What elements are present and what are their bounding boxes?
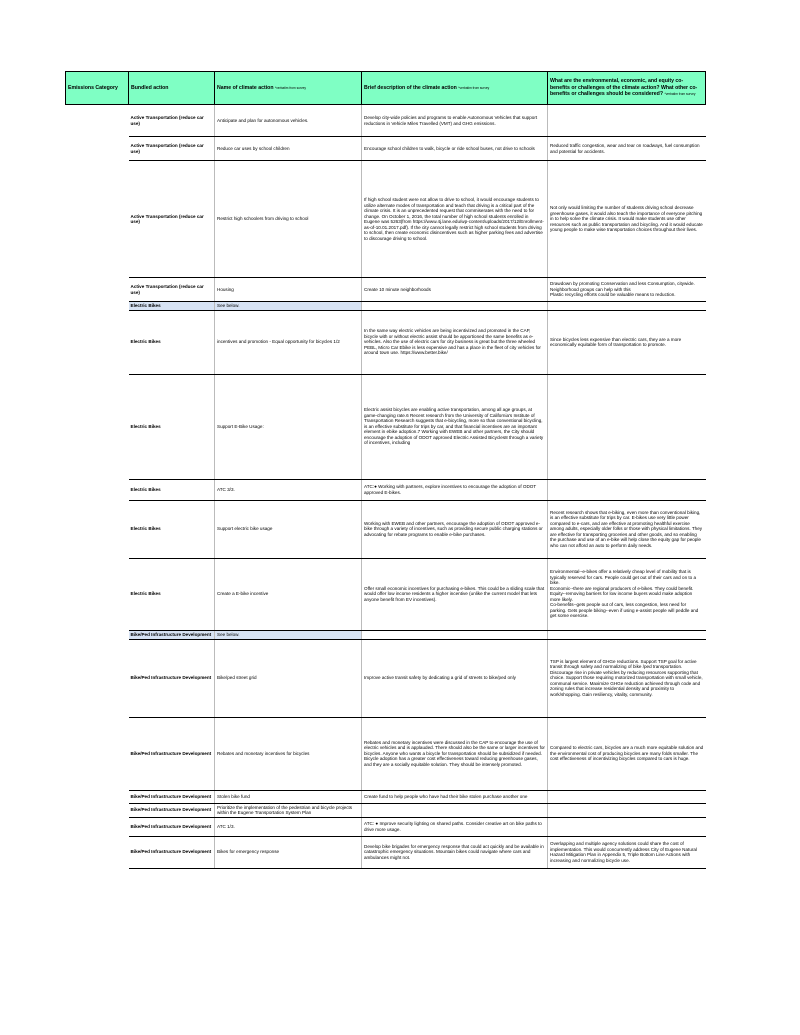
climate-action-name-cell-text: Reduce car uses by school children: [217, 145, 290, 151]
bundled-action-cell-text: Electric Bikes: [130, 423, 161, 429]
description-cell: [362, 836, 548, 868]
climate-action-name-cell: [215, 302, 362, 311]
climate-action-name-cell-text: Rebates and monetary incentives for bicycles: [217, 750, 310, 756]
description-cell-text: Offer small economic incentives for purchasing e-bikes. This could be a sliding scale that would offer low income residents a higher incentive (unlike the current model that lets anyone benefit from EV incentives).: [364, 585, 545, 602]
emissions-category-cell: [66, 374, 129, 479]
description-cell-text: If high school student were not allow to drive to school, it would encourage students to utilize alternate modes of transportation and teach that driving is a critical part of the climate crisis. It is an unprecedented request that commiserates with the need to for change. On October 1, 2016, the total number of high school students enrolled in Eugene was 5263(from https://www.4j.lane.edu/wp-content/uploads/2017/12/Enrollment-as-of-10.01.2017.pdf). If the city cannot legally restrict high school students from driving to school, then create economic disincentives such as higher parking fees and advertise to discourage driving to school.: [364, 197, 544, 241]
climate-action-name-cell: [215, 630, 362, 639]
header-emissions-category: Emissions Category: [66, 72, 129, 105]
co-benefits-cell: [548, 105, 706, 137]
climate-action-name-cell: [215, 278, 362, 302]
table-row: [66, 278, 706, 302]
climate-action-name-cell: [215, 310, 362, 374]
bundled-action-cell: [129, 105, 215, 137]
bundled-action-cell: [129, 558, 215, 630]
bundled-action-cell: [129, 479, 215, 500]
climate-action-name-cell: [215, 790, 362, 803]
description-cell-text: ATC: ● Improve security lighting on shared paths. Consider creative art on bike paths to drive more usage.: [364, 821, 542, 832]
co-benefits-cell: [548, 479, 706, 500]
header-climate-action-name: Name of climate action *verbatim from survey: [215, 72, 362, 105]
header-bundled-action: Bundled action: [129, 72, 215, 105]
emissions-category-cell: [66, 803, 129, 817]
climate-action-name-cell-text: Stolen bike fund: [217, 793, 250, 799]
description-cell: [362, 302, 548, 311]
header-verbatim-note: *verbatim from survey: [274, 85, 306, 90]
emissions-category-cell: [66, 278, 129, 302]
table-row: [66, 803, 706, 817]
emissions-category-cell: [66, 479, 129, 500]
bundled-action-cell-text: Electric Bikes: [130, 526, 161, 532]
bundled-action-cell: [129, 817, 215, 836]
emissions-category-cell: [66, 639, 129, 717]
emissions-category-cell: [66, 717, 129, 790]
emissions-category-cell: [66, 836, 129, 868]
header-co-benefits: What are the environmental, economic, and equity co-benefits or challenges of the climate action? What other co-benefits or challenges should be considered? *verbatim from survey: [548, 72, 706, 105]
table-row: [66, 790, 706, 803]
climate-actions-table: [65, 71, 706, 869]
co-benefits-cell: [548, 790, 706, 803]
description-cell: [362, 105, 548, 137]
co-benefits-cell: [548, 374, 706, 479]
climate-action-name-cell-text: Bike/ped street grid: [217, 675, 257, 681]
emissions-category-cell: [66, 310, 129, 374]
description-cell-text: In the same way electric vehicles are being incentivized and promoted in the CAP, bicycle with or without electric assist should be apportioned the same benefits as e-vehicles. Also the use of electric cars for city business is great but the three wheeled PEBL, Micro Car Ebike is less expensive and has a place in the fleet of city vehicles for around town use. https://www.better.bike/: [364, 328, 541, 356]
header-verbatim-note: *verbatim from survey: [458, 85, 490, 90]
description-cell: [362, 137, 548, 161]
climate-action-name-cell: [215, 836, 362, 868]
co-benefits-cell: [548, 500, 706, 558]
table-row: [66, 717, 706, 790]
climate-action-name-cell-text: Housing: [217, 286, 234, 292]
description-cell: [362, 161, 548, 278]
climate-action-name-cell: [215, 105, 362, 137]
description-cell: [362, 479, 548, 500]
bundled-action-cell: [129, 500, 215, 558]
climate-action-name-cell: [215, 374, 362, 479]
description-cell-text: Create fund to help people who have had their bike stolen purchase another one: [364, 793, 528, 799]
co-benefits-cell: [548, 137, 706, 161]
co-benefits-cell-text: Since bicycles less expensive than electric cars, they are a more economically equitable form of transportation to promote.: [550, 336, 682, 347]
table-row: [66, 161, 706, 278]
bundled-action-cell: [129, 137, 215, 161]
co-benefits-cell-text: Overlapping and multiple agency solutions could share the cost of implementation. This would concurrently address City of Eugene Natural Hazard Mitigation Plan in Appendix 5, Triple Bottom Line Actions with increasing and normalizing bicycle use.: [550, 841, 697, 863]
header-brief-description: Brief description of the climate action *verbatim from survey: [362, 72, 548, 105]
bundled-action-cell: [129, 803, 215, 817]
bundled-action-cell-text: Active Transportation (reduce car use): [130, 143, 204, 154]
description-cell: [362, 639, 548, 717]
climate-action-name-cell: [215, 137, 362, 161]
co-benefits-cell: [548, 630, 706, 639]
climate-action-name-cell-text: Support electric bike usage: [217, 526, 273, 532]
emissions-category-cell: [66, 817, 129, 836]
climate-action-name-cell-text: Support E-Bike Usage:: [217, 423, 264, 429]
header-row: [66, 72, 706, 105]
description-cell-text: Develop city-wide policies and programs to enable Autonomous Vehicles that support reductions in Vehicle Miles Travelled (VMT) and GHG emissions.: [364, 115, 538, 126]
bundled-action-cell-text: Electric Bikes: [130, 591, 161, 597]
description-cell: [362, 803, 548, 817]
co-benefits-cell: [548, 310, 706, 374]
description-cell-text: Working with EWEB and other partners, encourage the adoption of ODOT approved e-bike through a variety of incentives, such as providing secure public charging stations or advocating for rebate programs to enable e-bike purchases.: [364, 520, 543, 537]
emissions-category-cell: [66, 105, 129, 137]
climate-action-name-cell-text: See below.: [217, 303, 240, 308]
description-cell-text: Develop bike brigades for emergency response that could act quickly and be available in catastrophic emergency situations. Mountain bikes could navigate where cars and ambulances might not.: [364, 843, 544, 860]
co-benefits-cell-text: Reduced traffic congestion, wear and tear on roadways, fuel consumption and potential for accidents.: [550, 143, 700, 154]
climate-action-name-cell-text: See below.: [217, 631, 240, 637]
co-benefits-cell-text: Compared to electric cars, bicycles are a much more equitable solution and the environmental cost of producing bicycles are many folds smaller. The cost effectiveness of incentivizing bicycles compared to cars is huge.: [550, 745, 704, 762]
bundled-action-cell-text: Electric Bikes: [130, 303, 161, 308]
emissions-category-cell: [66, 302, 129, 311]
co-benefits-cell: [548, 717, 706, 790]
climate-action-name-cell: [215, 161, 362, 278]
co-benefits-cell: [548, 558, 706, 630]
emissions-category-cell: [66, 500, 129, 558]
emissions-category-cell: [66, 630, 129, 639]
co-benefits-cell: [548, 302, 706, 311]
co-benefits-cell-text: Environmental--e-bikes offer a relatively cheap level of mobility that is typically reserved for cars. People could get out of their cars and on to a bike. Economic--there are regional producers of e-bikes. They could benefit. Equity--removing barriers for low income buyers would make adoption more likely. Co-benefits--gets people out of cars, less congestion, less need for parking. Gets people biking--even if using e-assist people will peddle and get some exercise.: [550, 569, 699, 619]
climate-action-name-cell-text: Create a E-bike incentive: [217, 591, 269, 597]
description-cell: [362, 310, 548, 374]
bundled-action-cell: [129, 302, 215, 311]
description-cell: [362, 500, 548, 558]
table-row: [66, 302, 706, 311]
co-benefits-cell: [548, 836, 706, 868]
emissions-category-cell: [66, 790, 129, 803]
co-benefits-cell-text: Recent research shows that e-biking, even more than conventional biking, is an effective substitute for trips by car. E-bikes use very little power compared to e-cars, and are effective at promoting healthful exercise among adults, especially older folks or those with physical limitations. They are effective for transporting groceries and other goods, and so enabling the purchase and use of an e-bike will help close the equity gap for people who can not afford an auto to perform daily needs.: [550, 509, 703, 548]
description-cell-text: ATC:● Working with partners, explore incentives to encourage the adoption of ODOT approved E-bikes.: [364, 484, 537, 495]
climate-action-name-cell-text: Prioritize the implementation of the pedestrian and bicycle projects within the Eugene Transportation System Plan: [217, 804, 353, 815]
climate-action-name-cell-text: ATC 3/3.: [217, 486, 235, 492]
climate-action-name-cell: [215, 803, 362, 817]
description-cell: [362, 278, 548, 302]
table-row: [66, 558, 706, 630]
climate-action-name-cell-text: Bikes for emergency response: [217, 849, 280, 855]
emissions-category-cell: [66, 161, 129, 278]
co-benefits-cell: [548, 803, 706, 817]
description-cell: [362, 558, 548, 630]
table-row: [66, 500, 706, 558]
header-verbatim-note: *verbatim from survey: [664, 92, 696, 97]
bundled-action-cell-text: Active Transportation (reduce car use): [130, 115, 204, 126]
description-cell: [362, 717, 548, 790]
bundled-action-cell: [129, 790, 215, 803]
bundled-action-cell: [129, 374, 215, 479]
description-cell-text: Improve active transit safety by dedicating a grid of streets to bike/ped only: [364, 675, 516, 681]
description-cell-text: Create 10 minute neighborhoods: [364, 286, 431, 292]
bundled-action-cell-text: Active Transportation (reduce car use): [130, 213, 204, 224]
description-cell: [362, 630, 548, 639]
bundled-action-cell-text: Bike/Ped Infrastructure Development: [130, 823, 212, 829]
table-row: [66, 310, 706, 374]
co-benefits-cell-text: Drawdown by promoting Conservation and less Consumption, citywide. Neighborhood groups can help with this Plastic recycling efforts could be valuable means to reduction.: [550, 281, 695, 298]
co-benefits-cell-text: Not only would limiting the number of students driving school decrease greenhouse gases, it would also teach the importance of everyone pitching in to help solve the climate crisis. It would make students use other resources such as public transportation and bicycling. And it would educate young people to make wise transportation choices throughout their lives.: [550, 205, 703, 233]
climate-action-name-cell-text: incentives and promotion - Equal opportunity for bicycles 1/2: [217, 339, 340, 345]
bundled-action-cell-text: Bike/Ped Infrastructure Development: [130, 849, 212, 855]
emissions-category-cell: [66, 558, 129, 630]
climate-action-name-cell: [215, 817, 362, 836]
climate-action-name-cell-text: Anticipate and plan for autonomous vehicles.: [217, 117, 309, 123]
bundled-action-cell: [129, 310, 215, 374]
table-row: [66, 374, 706, 479]
bundled-action-cell-text: Electric Bikes: [130, 486, 161, 492]
climate-action-name-cell-text: ATC 1/3.: [217, 823, 235, 829]
description-cell: [362, 374, 548, 479]
table-row: [66, 105, 706, 137]
bundled-action-cell-text: Bike/Ped Infrastructure Development: [130, 807, 212, 813]
bundled-action-cell-text: Bike/Ped Infrastructure Development: [130, 750, 212, 756]
climate-action-name-cell: [215, 500, 362, 558]
table-row: [66, 836, 706, 868]
description-cell-text: Rebates and monetary incentives were discussed in the CAP to encourage the use of electric vehicles and is applauded. There should also be the same or larger incentives for bicycles. Anyone who wants a bicycle for transportation should be subsidized if needed. Bicycle adoption has a greater cost effectiveness toward reducing greenhouse gases, and they are a socially equitable solution. They should be intensely promoted.: [364, 739, 545, 767]
bundled-action-cell-text: Active Transportation (reduce car use): [130, 284, 204, 295]
description-cell: [362, 817, 548, 836]
climate-action-name-cell: [215, 558, 362, 630]
description-cell: [362, 790, 548, 803]
bundled-action-cell: [129, 161, 215, 278]
table-row: [66, 479, 706, 500]
bundled-action-cell: [129, 630, 215, 639]
co-benefits-cell: [548, 278, 706, 302]
climate-action-name-cell: [215, 479, 362, 500]
climate-action-name-cell: [215, 717, 362, 790]
bundled-action-cell: [129, 836, 215, 868]
bundled-action-cell: [129, 278, 215, 302]
bundled-action-cell: [129, 717, 215, 790]
table-row: [66, 137, 706, 161]
co-benefits-cell: [548, 161, 706, 278]
table-row: [66, 639, 706, 717]
bundled-action-cell-text: Bike/Ped Infrastructure Development: [130, 631, 212, 637]
bundled-action-cell-text: Electric Bikes: [130, 339, 161, 345]
bundled-action-cell-text: Bike/Ped Infrastructure Development: [130, 793, 212, 799]
co-benefits-cell-text: TSP is largest element of GHGe reductions. Support TSP goal for active transit through safety and normalizing of bike /ped transportation. Discourage rise in private vehicles by reducing resources supporting that choice. Support those requiring motorized transportation with small vehicle, communal service. Maximize GHGe reduction achieved through code and zoning rules that increase residential density and proximity to work/shopping. Gain resiliency, vitality, community.: [550, 658, 703, 697]
bundled-action-cell-text: Bike/Ped Infrastructure Development: [130, 675, 212, 681]
climate-action-name-cell-text: Restrict high schoolers from driving to school: [217, 216, 309, 222]
description-cell-text: Encourage school children to walk, bicycle or ride school buses, not drive to schools: [364, 145, 535, 151]
description-cell-text: Electric assist bicycles are enabling active transportation, among all age groups, at game-changing rate.6 Recent research from the University of California's Institute of Transportation Research suggests that e-bicycling, more so than conventional bicycling, is an effective substitute for trips by car, and that financial incentives are an important element in ebike adoption.7 Working with EWEB and other partners, the City should encourage the adoption of ODOT approved Electric Assisted Bicycles8 through a variety of incentives, including: [364, 407, 544, 446]
table-row: [66, 817, 706, 836]
table-row: [66, 630, 706, 639]
co-benefits-cell: [548, 817, 706, 836]
emissions-category-cell: [66, 137, 129, 161]
climate-action-name-cell: [215, 639, 362, 717]
bundled-action-cell: [129, 639, 215, 717]
co-benefits-cell: [548, 639, 706, 717]
